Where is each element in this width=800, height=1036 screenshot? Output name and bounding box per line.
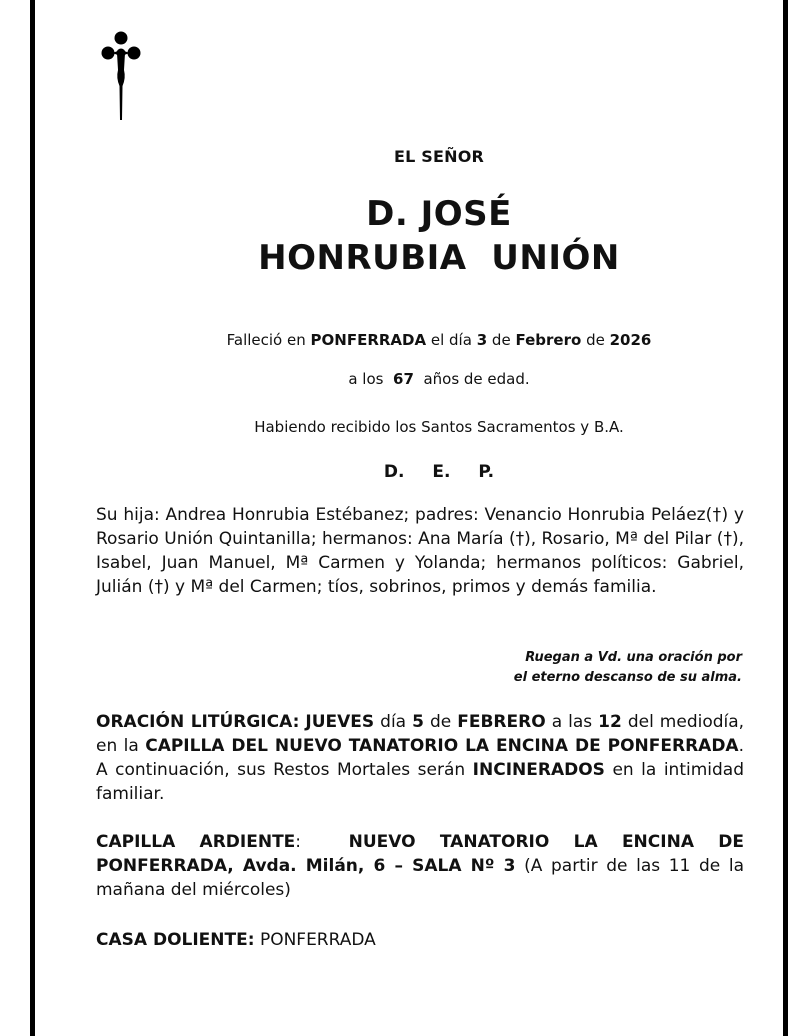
- prayer-request: Ruegan a Vd. una oración por el eterno descanso de su alma.: [513, 650, 742, 685]
- dep-initials: D. E. P.: [383, 462, 495, 482]
- oracion-paragraph: ORACIÓN LITÚRGICA: JUEVES día 5 de FEBRERO a las 12 del mediodía, en la CAPILLA DEL NUEVO TANATORIO LA ENCINA DE PONFERRADA. A continuación, sus Restos Mortales serán INCINERADOS en la intimidad familiar.: [96, 712, 745, 804]
- name-line-2: HONRUBIA UNIÓN: [258, 238, 620, 278]
- heading: EL SEÑOR: [393, 147, 485, 166]
- capilla-paragraph: CAPILLA ARDIENTE: NUEVO TANATORIO LA ENCINA DE PONFERRADA, Avda. Milán, 6 – SALA Nº 3 (A partir de las 11 de la mañana del miércoles): [96, 832, 745, 900]
- cross-icon: [96, 26, 146, 122]
- casa-doliente: CASA DOLIENTE: PONFERRADA: [96, 930, 376, 950]
- name-line-1: D. JOSÉ: [366, 194, 512, 234]
- sacraments-line: Habiendo recibido los Santos Sacramentos y B.A.: [254, 418, 624, 436]
- deceased-name: [35, 192, 800, 280]
- family-paragraph: Su hija: Andrea Honrubia Estébanez; padres: Venancio Honrubia Peláez(†) y Rosario Unión Quintanilla; hermanos: Ana María (†), Rosario, Mª del Pilar (†), Isabel, Juan Manuel, Mª Carmen y Yolanda; hermanos políticos: Gabriel, Julián (†) y Mª del Carmen; tíos, sobrinos, primos y demás familia.: [96, 505, 744, 597]
- death-info: Falleció en PONFERRADA el día 3 de Febrero de 2026: [226, 331, 652, 349]
- age-info: a los 67 años de edad.: [348, 370, 530, 388]
